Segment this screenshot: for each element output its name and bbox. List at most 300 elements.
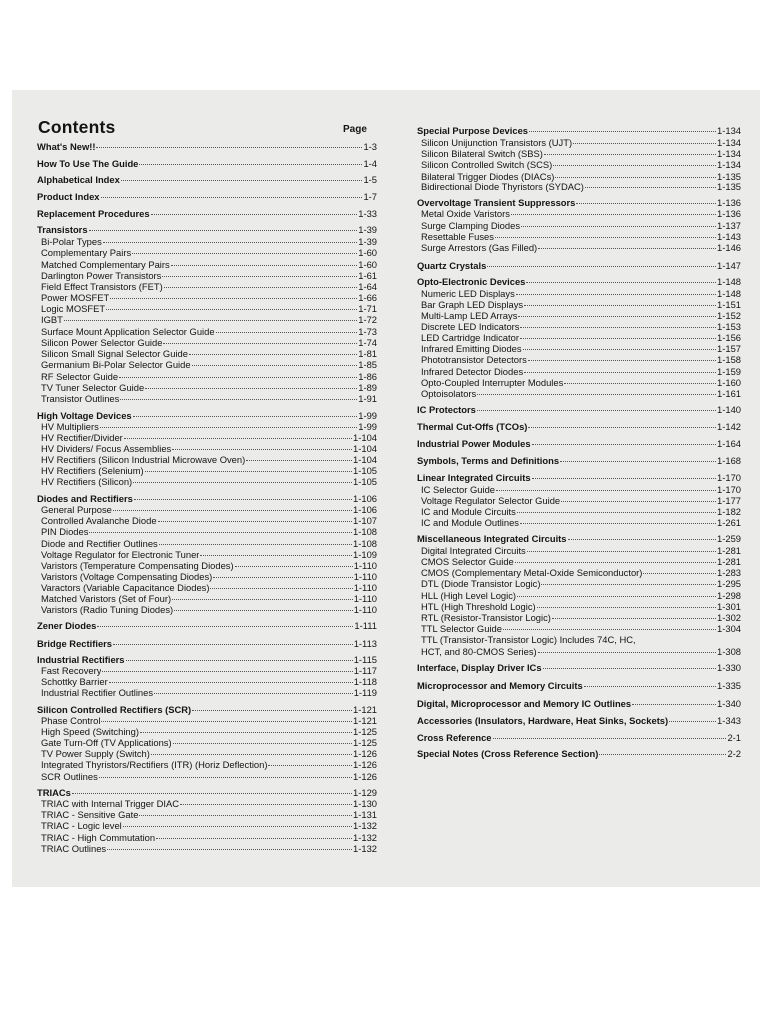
toc-page-number: 1-308 [717, 646, 741, 657]
toc-page-number: 2-2 [727, 748, 741, 759]
toc-entry-label: General Purpose [41, 504, 112, 515]
dot-leader [529, 131, 716, 132]
dot-leader [543, 668, 716, 669]
toc-subentry[interactable] [37, 560, 377, 571]
dot-leader [173, 743, 352, 744]
toc-entry-label: Digital Integrated Circuits [421, 545, 526, 556]
toc-entry-label: Industrial Power Modules [417, 438, 531, 449]
toc-subentry[interactable] [417, 495, 741, 506]
toc-subentry[interactable] [417, 506, 741, 517]
toc-page-number: 1-111 [354, 620, 377, 631]
toc-entry-label: Transistor Outlines [41, 393, 120, 404]
toc-page-number: 1-132 [353, 843, 377, 854]
dot-leader [163, 343, 357, 344]
toc-entry-label: Microprocessor and Memory Circuits [417, 680, 583, 691]
toc-subentry[interactable] [37, 476, 377, 487]
toc-section-entry[interactable] [37, 141, 377, 152]
toc-subentry[interactable] [37, 665, 377, 676]
toc-entry-label: Resettable Fuses [421, 231, 494, 242]
toc-subentry[interactable] [417, 159, 741, 170]
toc-section-entry[interactable] [37, 787, 377, 798]
toc-section-entry[interactable] [417, 438, 741, 449]
dot-leader [162, 276, 357, 277]
dot-leader [72, 793, 352, 794]
dot-leader [100, 427, 357, 428]
dot-leader [120, 399, 357, 400]
toc-page-number: 1-159 [717, 366, 741, 377]
dot-leader [538, 248, 716, 249]
toc-entry-label: Matched Varistors (Set of Four) [41, 593, 172, 604]
dot-leader [576, 203, 716, 204]
toc-entry-label: Replacement Procedures [37, 208, 150, 219]
toc-subentry[interactable] [37, 549, 377, 560]
toc-subentry[interactable] [417, 343, 741, 354]
toc-subentry[interactable] [37, 832, 377, 843]
dot-leader [555, 177, 716, 178]
toc-page-number: 1-64 [358, 281, 377, 292]
toc-section-entry[interactable] [37, 208, 377, 219]
toc-subentry[interactable] [37, 303, 377, 314]
toc-page-number: 1-132 [353, 820, 377, 831]
dot-leader [172, 449, 352, 450]
toc-entry-label: Interface, Display Driver ICs [417, 662, 542, 673]
toc-entry-label: CMOS Selector Guide [421, 556, 514, 567]
toc-page-number: 1-91 [358, 393, 377, 404]
dot-leader [133, 482, 352, 483]
toc-page-number: 1-125 [353, 737, 377, 748]
toc-entry-label: Phototransistor Detectors [421, 354, 527, 365]
dot-leader [101, 721, 352, 722]
toc-section-entry[interactable] [37, 191, 377, 202]
toc-page-number: 1-110 [353, 571, 377, 582]
toc-section-entry[interactable] [37, 174, 377, 185]
toc-page-number: 1-104 [353, 432, 377, 443]
toc-subentry[interactable] [417, 556, 741, 567]
dot-leader [532, 478, 716, 479]
toc-page-number: 1-182 [717, 506, 741, 517]
dot-leader [553, 165, 716, 166]
toc-subentry[interactable] [417, 220, 741, 231]
dot-leader [192, 365, 358, 366]
toc-page-number: 1-118 [353, 676, 377, 687]
toc-subentry[interactable] [417, 590, 741, 601]
toc-subentry[interactable] [37, 454, 377, 465]
dot-leader [517, 596, 716, 597]
toc-section-entry[interactable] [37, 654, 377, 665]
toc-page-number: 1-134 [717, 125, 741, 136]
dot-leader [151, 754, 352, 755]
toc-subentry[interactable] [37, 236, 377, 247]
toc-subentry[interactable] [417, 484, 741, 495]
toc-page-number: 1-170 [717, 472, 741, 483]
toc-subentry[interactable] [37, 259, 377, 270]
toc-entry-label: Darlington Power Transistors [41, 270, 162, 281]
toc-subentry[interactable] [37, 348, 377, 359]
toc-subentry[interactable] [37, 515, 377, 526]
toc-entry-label: Product Index [37, 191, 100, 202]
toc-subentry[interactable] [417, 299, 741, 310]
dot-leader [235, 566, 353, 567]
toc-entry-label: Diode and Rectifier Outlines [41, 538, 158, 549]
toc-section-entry[interactable] [417, 748, 741, 759]
dot-leader [564, 383, 716, 384]
toc-page-number: 1-105 [353, 465, 377, 476]
dot-leader [126, 660, 353, 661]
toc-page-number: 1-61 [358, 270, 377, 281]
toc-page-number: 1-110 [353, 560, 377, 571]
toc-subentry[interactable] [37, 432, 377, 443]
toc-subentry[interactable] [37, 382, 377, 393]
toc-subentry[interactable] [37, 687, 377, 698]
toc-page-number: 1-110 [353, 593, 377, 604]
toc-page-number: 1-132 [353, 832, 377, 843]
dot-leader [101, 197, 363, 198]
toc-entry-label: Surge Clamping Diodes [421, 220, 521, 231]
dot-leader [511, 214, 716, 215]
toc-subentry[interactable] [417, 321, 741, 332]
dot-leader [174, 610, 353, 611]
toc-subentry[interactable] [37, 809, 377, 820]
toc-entry-label: LED Cartridge Indicator [421, 332, 519, 343]
toc-subentry[interactable] [417, 181, 741, 192]
toc-subentry[interactable] [417, 148, 741, 159]
toc-page-number: 1-156 [717, 332, 741, 343]
dot-leader [159, 544, 352, 545]
dot-leader [140, 732, 352, 733]
toc-section-entry[interactable] [417, 260, 741, 271]
dot-leader [541, 584, 716, 585]
toc-section-entry[interactable] [37, 410, 377, 421]
toc-section-entry[interactable] [417, 698, 741, 709]
toc-section-entry[interactable] [417, 421, 741, 432]
toc-subentry[interactable] [37, 504, 377, 515]
toc-subentry[interactable] [417, 388, 741, 399]
toc-page-number: 1-113 [353, 638, 377, 649]
dot-leader [139, 164, 362, 165]
toc-page-number: 1-134 [717, 148, 741, 159]
toc-subentry[interactable] [37, 748, 377, 759]
toc-page-number: 1-105 [353, 476, 377, 487]
toc-section-entry[interactable] [37, 638, 377, 649]
toc-page-number: 1-147 [717, 260, 741, 271]
dot-leader [189, 354, 357, 355]
toc-subentry[interactable] [417, 137, 741, 148]
dot-leader [89, 532, 352, 533]
dot-leader [561, 501, 716, 502]
toc-page-number: 1-161 [717, 388, 741, 399]
toc-section-entry[interactable] [417, 125, 741, 136]
dot-leader [89, 230, 358, 231]
toc-page-number: 1-148 [717, 288, 741, 299]
toc-entry-label: Bi-Polar Types [41, 236, 102, 247]
toc-subentry[interactable] [417, 545, 741, 556]
toc-entry-label: Opto-Coupled Interrupter Modules [421, 377, 564, 388]
toc-subentry[interactable] [37, 465, 377, 476]
dot-leader [495, 237, 716, 238]
toc-entry-label: Varactors (Variable Capacitance Diodes) [41, 582, 210, 593]
toc-subentry[interactable] [417, 366, 741, 377]
toc-section-entry[interactable] [37, 493, 377, 504]
toc-subentry[interactable] [417, 646, 741, 657]
toc-entry-label: How To Use The Guide [37, 158, 139, 169]
dot-leader [669, 721, 716, 722]
toc-entry-label: Voltage Regulator Selector Guide [421, 495, 561, 506]
toc-entry-label: Fast Recovery [41, 665, 102, 676]
toc-subentry[interactable] [417, 208, 741, 219]
toc-subentry[interactable] [417, 634, 741, 645]
toc-subentry[interactable] [37, 843, 377, 854]
toc-entry-label: Varistors (Radio Tuning Diodes) [41, 604, 174, 615]
dot-leader [99, 777, 352, 778]
toc-subentry[interactable] [37, 759, 377, 770]
toc-entry-label: Cross Reference [417, 732, 492, 743]
toc-entry-label: Gate Turn-Off (TV Applications) [41, 737, 172, 748]
toc-subentry[interactable] [417, 377, 741, 388]
toc-page-number: 1-298 [717, 590, 741, 601]
toc-entry-label: Zener Diodes [37, 620, 97, 631]
toc-section-entry[interactable] [417, 276, 741, 287]
toc-page-number: 1-301 [717, 601, 741, 612]
toc-subentry[interactable] [37, 726, 377, 737]
page-title: Contents [38, 117, 116, 137]
dot-leader [532, 444, 716, 445]
toc-entry-label: Matched Complementary Pairs [41, 259, 170, 270]
dot-leader [527, 551, 716, 552]
toc-entry-label: Alphabetical Index [37, 174, 120, 185]
toc-page-number: 1-108 [353, 538, 377, 549]
toc-entry-label: High Voltage Devices [37, 410, 132, 421]
toc-subentry[interactable] [37, 359, 377, 370]
toc-subentry[interactable] [37, 526, 377, 537]
toc-section-entry[interactable] [417, 715, 741, 726]
toc-subentry[interactable] [37, 270, 377, 281]
dot-leader [524, 305, 716, 306]
toc-subentry[interactable] [417, 517, 741, 528]
dot-leader [496, 490, 716, 491]
toc-entry-label: Symbols, Terms and Definitions [417, 455, 560, 466]
toc-entry-label: IC and Module Outlines [421, 517, 519, 528]
toc-subentry[interactable] [37, 798, 377, 809]
toc-subentry[interactable] [417, 612, 741, 623]
dot-leader [537, 607, 716, 608]
toc-page-number: 1-134 [717, 159, 741, 170]
toc-page-number: 1-115 [353, 654, 377, 665]
toc-entry-label: Silicon Bilateral Switch (SBS) [421, 148, 543, 159]
dot-leader [102, 671, 352, 672]
dot-leader [103, 242, 357, 243]
toc-entry-label: Schottky Barrier [41, 676, 108, 687]
toc-page-number: 1-104 [353, 454, 377, 465]
toc-page-number: 1-39 [358, 236, 377, 247]
toc-page-number: 1-164 [717, 438, 741, 449]
toc-entry-label: CMOS (Complementary Metal-Oxide Semiconductor) [421, 567, 643, 578]
toc-entry-label: HTL (High Threshold Logic) [421, 601, 536, 612]
toc-entry-label: Accessories (Insulators, Hardware, Heat Sinks, Sockets) [417, 715, 669, 726]
toc-section-entry[interactable] [417, 472, 741, 483]
toc-page-number: 1-302 [717, 612, 741, 623]
toc-page-number: 1-3 [363, 141, 377, 152]
toc-page-number: 1-72 [358, 314, 377, 325]
toc-entry-label: Silicon Controlled Rectifiers (SCR) [37, 704, 192, 715]
toc-entry-label: Bilateral Trigger Diodes (DIACs) [421, 171, 555, 182]
toc-subentry[interactable] [417, 601, 741, 612]
toc-section-entry[interactable] [417, 404, 741, 415]
toc-entry-label: Multi-Lamp LED Arrays [421, 310, 518, 321]
toc-page-number: 1-304 [717, 623, 741, 634]
toc-section-entry[interactable] [417, 680, 741, 691]
toc-page-number: 1-281 [717, 556, 741, 567]
toc-page-number: 1-140 [717, 404, 741, 415]
toc-entry-label: Thermal Cut-Offs (TCOs) [417, 421, 528, 432]
toc-subentry[interactable] [37, 371, 377, 382]
toc-subentry[interactable] [417, 288, 741, 299]
toc-section-entry[interactable] [417, 197, 741, 208]
dot-leader [64, 320, 357, 321]
toc-page-number: 1-261 [717, 517, 741, 528]
dot-leader [107, 849, 352, 850]
toc-entry-label: HV Multipliers [41, 421, 99, 432]
toc-entry-label: Bar Graph LED Displays [421, 299, 524, 310]
toc-page-number: 1-125 [353, 726, 377, 737]
toc-entry-label: Transistors [37, 224, 88, 235]
dot-leader [97, 626, 353, 627]
dot-leader [180, 804, 352, 805]
toc-page-number: 1-126 [353, 759, 377, 770]
toc-subentry[interactable] [417, 578, 741, 589]
toc-section-entry[interactable] [417, 732, 741, 743]
dot-leader [528, 360, 716, 361]
toc-subentry[interactable] [37, 443, 377, 454]
dot-leader [113, 510, 352, 511]
toc-section-entry[interactable] [37, 620, 377, 631]
dot-leader [568, 539, 716, 540]
dot-leader [520, 327, 716, 328]
toc-subentry[interactable] [37, 247, 377, 258]
toc-subentry[interactable] [37, 421, 377, 432]
toc-section-entry[interactable] [417, 455, 741, 466]
toc-section-entry[interactable] [37, 158, 377, 169]
toc-entry-label: IC and Module Circuits [421, 506, 516, 517]
toc-entry-label: HV Rectifier/Divider [41, 432, 123, 443]
toc-entry-label: What's New!! [37, 141, 96, 152]
toc-entry-label: Silicon Controlled Switch (SCS) [421, 159, 553, 170]
toc-subentry[interactable] [37, 281, 377, 292]
toc-page-number: 1-39 [358, 224, 377, 235]
toc-page-number: 1-117 [353, 665, 377, 676]
toc-page-number: 1-170 [717, 484, 741, 495]
toc-subentry[interactable] [417, 231, 741, 242]
toc-subentry[interactable] [37, 393, 377, 404]
dot-leader [113, 644, 353, 645]
toc-page-number: 1-85 [358, 359, 377, 370]
toc-entry-label: Metal Oxide Varistors [421, 208, 510, 219]
toc-subentry[interactable] [37, 715, 377, 726]
dot-leader [213, 577, 352, 578]
dot-leader [200, 555, 352, 556]
toc-subentry[interactable] [37, 571, 377, 582]
dot-leader [132, 253, 357, 254]
dot-leader [154, 693, 353, 694]
dot-leader [172, 599, 353, 600]
dot-leader [145, 388, 357, 389]
toc-entry-label: Logic MOSFET [41, 303, 106, 314]
toc-subentry[interactable] [37, 820, 377, 831]
toc-entry-label: TRIAC with Internal Trigger DIAC [41, 798, 180, 809]
toc-entry-label: TRIACs [37, 787, 71, 798]
toc-subentry[interactable] [37, 337, 377, 348]
toc-page-number: 1-81 [358, 348, 377, 359]
toc-entry-label: Silicon Unijunction Transistors (UJT) [421, 137, 573, 148]
toc-entry-label: Linear Integrated Circuits [417, 472, 531, 483]
toc-subentry[interactable] [37, 314, 377, 325]
toc-page-number: 1-60 [358, 259, 377, 270]
toc-subentry[interactable] [37, 582, 377, 593]
toc-subentry[interactable] [37, 771, 377, 782]
toc-section-entry[interactable] [37, 224, 377, 235]
toc-subentry[interactable] [417, 242, 741, 253]
dot-leader [518, 316, 716, 317]
toc-subentry[interactable] [37, 538, 377, 549]
dot-leader [156, 838, 352, 839]
toc-subentry[interactable] [417, 567, 741, 578]
dot-leader [216, 332, 358, 333]
toc-entry-label: Infrared Emitting Diodes [421, 343, 522, 354]
toc-entry-label: Diodes and Rectifiers [37, 493, 133, 504]
toc-page-number: 1-4 [363, 158, 377, 169]
toc-subentry[interactable] [417, 354, 741, 365]
toc-page-number: 1-66 [358, 292, 377, 303]
toc-entry-label: Bidirectional Diode Thyristors (SYDAC) [421, 181, 584, 192]
toc-entry-label: TTL Selector Guide [421, 623, 502, 634]
toc-subentry[interactable] [37, 604, 377, 615]
toc-page-number: 1-33 [358, 208, 377, 219]
toc-entry-label: Digital, Microprocessor and Memory IC Outlines [417, 698, 632, 709]
toc-page-number: 1-158 [717, 354, 741, 365]
toc-subentry[interactable] [37, 593, 377, 604]
toc-entry-label: Miscellaneous Integrated Circuits [417, 533, 567, 544]
toc-page-number: 1-121 [353, 715, 377, 726]
toc-section-entry[interactable] [417, 533, 741, 544]
toc-entry-label: Numeric LED Displays [421, 288, 515, 299]
toc-subentry[interactable] [417, 332, 741, 343]
toc-section-entry[interactable] [417, 662, 741, 673]
toc-entry-label: HV Rectifiers (Silicon) [41, 476, 133, 487]
dot-leader [268, 765, 352, 766]
toc-entry-label: IC Selector Guide [421, 484, 495, 495]
toc-subentry[interactable] [37, 737, 377, 748]
toc-subentry[interactable] [37, 326, 377, 337]
toc-subentry[interactable] [37, 676, 377, 687]
dot-leader [643, 573, 716, 574]
toc-page-number: 1-130 [353, 798, 377, 809]
dot-leader [121, 180, 363, 181]
toc-page-number: 1-129 [353, 787, 377, 798]
toc-entry-label: HV Rectifiers (Silicon Industrial Microwave Oven) [41, 454, 246, 465]
dot-leader [151, 214, 358, 215]
toc-page-number: 1-106 [353, 493, 377, 504]
toc-subentry[interactable] [37, 292, 377, 303]
toc-section-entry[interactable] [37, 704, 377, 715]
toc-subentry[interactable] [417, 310, 741, 321]
contents-page [12, 90, 760, 887]
toc-subentry[interactable] [417, 623, 741, 634]
toc-entry-label: Quartz Crystals [417, 260, 487, 271]
toc-entry-label: Infrared Detector Diodes [421, 366, 524, 377]
toc-page-number: 1-168 [717, 455, 741, 466]
toc-entry-label: Surge Arrestors (Gas Filled) [421, 242, 538, 253]
toc-page-number: 1-259 [717, 533, 741, 544]
toc-page-number: 1-73 [358, 326, 377, 337]
